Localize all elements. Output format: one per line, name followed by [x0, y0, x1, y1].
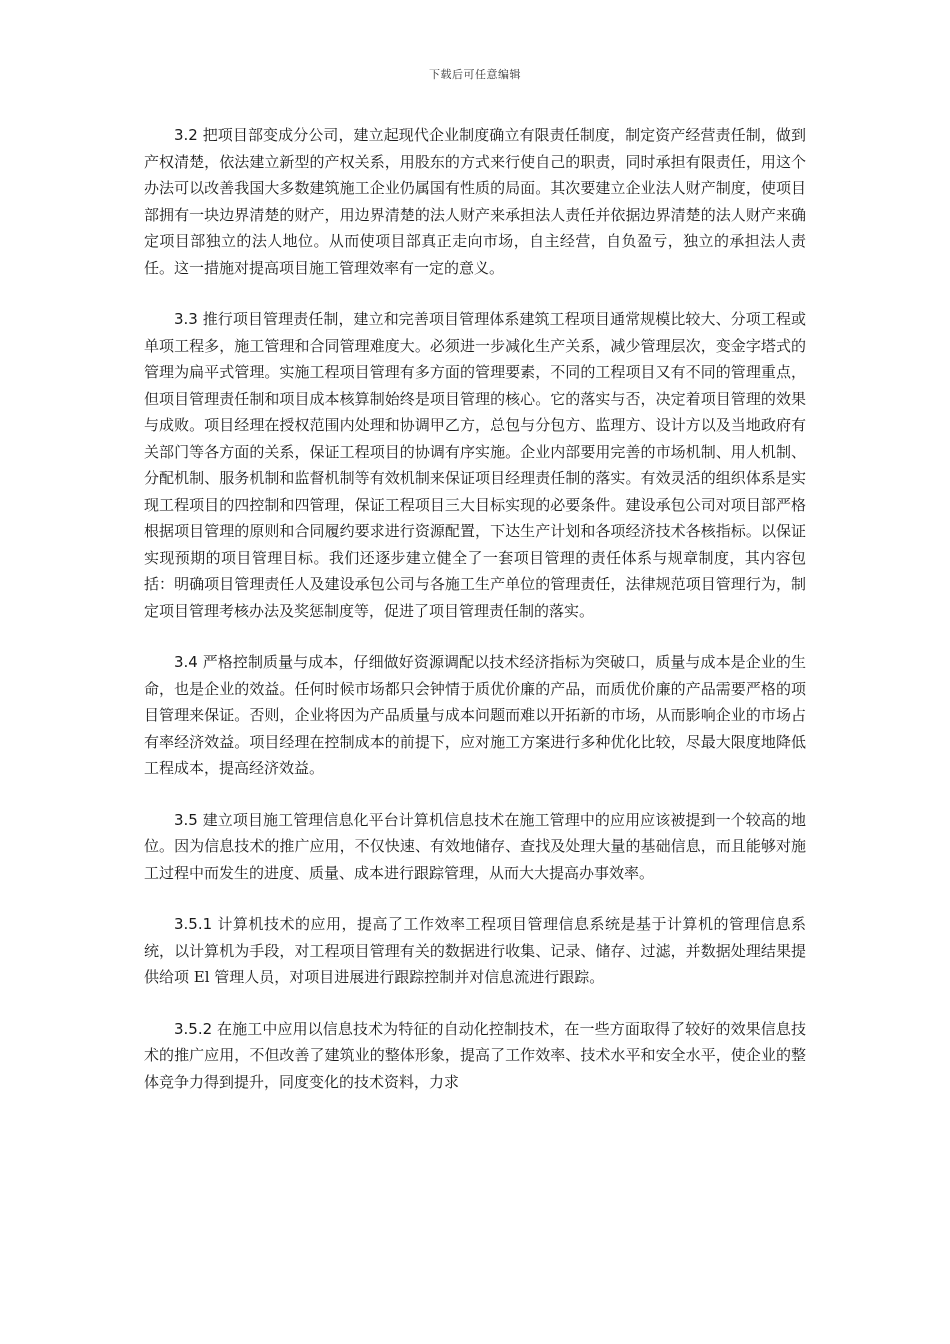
paragraph-text: 推行项目管理责任制，建立和完善项目管理体系建筑工程项目通常规模比较大、分项工程或单项工程多，施工管理和合同管理难度大。必须进一步减化生产关系，减少管理层次，变金字塔式的管理为扁平式管理。实施工程项目管理有多方面的管理要素，不同的工程项目又有不同的管理重点，但项目管理责任制和项目成本核算制始终是项目管理的核心。它的落实与否，决定着项目管理的效果与成败。项目经理在授权范围内处理和协调甲乙方，总包与分包方、监理方、设计方以及当地政府有关部门等各方面的关系，保证工程项目的协调有序实施。企业内部要用完善的市场机制、用人机制、分配机制、服务机制和监督机制等有效机制来保证项目经理责任制的落实。有效灵活的组织体系是实现工程项目的四控制和四管理，保证工程项目三大目标实现的必要条件。建设承包公司对项目部严格根据项目管理的原则和合同履约要求进行资源配置，下达生产计划和各项经济技术各核指标。以保证实现预期的项目管理目标。我们还逐步建立健全了一套项目管理的责任体系与规章制度，其内容包括：明确项目管理责任人及建设承包公司与各施工生产单位的管理责任，法律规范项目管理行为，制定项目管理考核办法及奖惩制度等，促进了项目管理责任制的落实。	[144, 310, 806, 620]
section-number: 3.5.1	[174, 915, 213, 933]
page-header: 下载后可任意编辑	[429, 68, 521, 81]
paragraph-3-5-2	[144, 1016, 806, 1096]
paragraph-text: 在施工中应用以信息技术为特征的自动化控制技术，在一些方面取得了较好的效果信息技术的推广应用，不但改善了建筑业的整体形象，提高了工作效率、技术水平和安全水平，使企业的整体竞争力得到提升，同度变化的技术资料，力求	[144, 1019, 806, 1091]
paragraph-text: 建立项目施工管理信息化平台计算机信息技术在施工管理中的应用应该被提到一个较高的地位。因为信息技术的推广应用，不仅快速、有效地储存、查找及处理大量的基础信息，而且能够对施工过程中而发生的进度、质量、成本进行跟踪管理，从而大大提高办事效率。	[144, 810, 806, 882]
paragraph-3-3	[144, 306, 806, 624]
section-number: 3.5	[174, 810, 198, 829]
paragraph-3-4	[144, 649, 806, 782]
paragraph-text: 严格控制质量与成本，仔细做好资源调配以技术经济指标为突破口，质量与成本是企业的生命，也是企业的效益。任何时候市场都只会钟情于质优价廉的产品，而质优价廉的产品需要严格的项目管理来保证。否则，企业将因为产品质量与成本问题而难以开拓新的市场，从而影响企业的市场占有率经济效益。项目经理在控制成本的前提下，应对施工方案进行多种优化比较，尽最大限度地降低工程成本，提高经济效益。	[144, 653, 806, 777]
section-number: 3.2	[174, 126, 198, 144]
paragraph-text: 计算机技术的应用，提高了工作效率工程项目管理信息系统是基于计算机的管理信息系统，以计算机为手段，对工程项目管理有关的数据进行收集、记录、储存、过滤，并数据处理结果提供给项 El 管理人员，对项目进展进行跟踪控制并对信息流进行跟踪。	[144, 915, 806, 986]
section-number: 3.4	[174, 653, 198, 671]
paragraph-3-2	[144, 122, 806, 281]
section-number: 3.3	[174, 310, 198, 328]
paragraph-3-5-1	[144, 911, 806, 991]
document-body	[144, 122, 806, 1120]
section-number: 3.5.2	[174, 1019, 213, 1038]
paragraph-3-5	[144, 807, 806, 887]
paragraph-text: 把项目部变成分公司，建立起现代企业制度确立有限责任制度，制定资产经营责任制，做到产权清楚，依法建立新型的产权关系，用股东的方式来行使自己的职责，同时承担有限责任，用这个办法可以改善我国大多数建筑施工企业仍属国有性质的局面。其次要建立企业法人财产制度，使项目部拥有一块边界清楚的财产，用边界清楚的法人财产来承担法人责任并依据边界清楚的法人财产来确定项目部独立的法人地位。从而使项目部真正走向市场，自主经营，自负盈亏，独立的承担法人责任。这一措施对提高项目施工管理效率有一定的意义。	[144, 126, 806, 277]
